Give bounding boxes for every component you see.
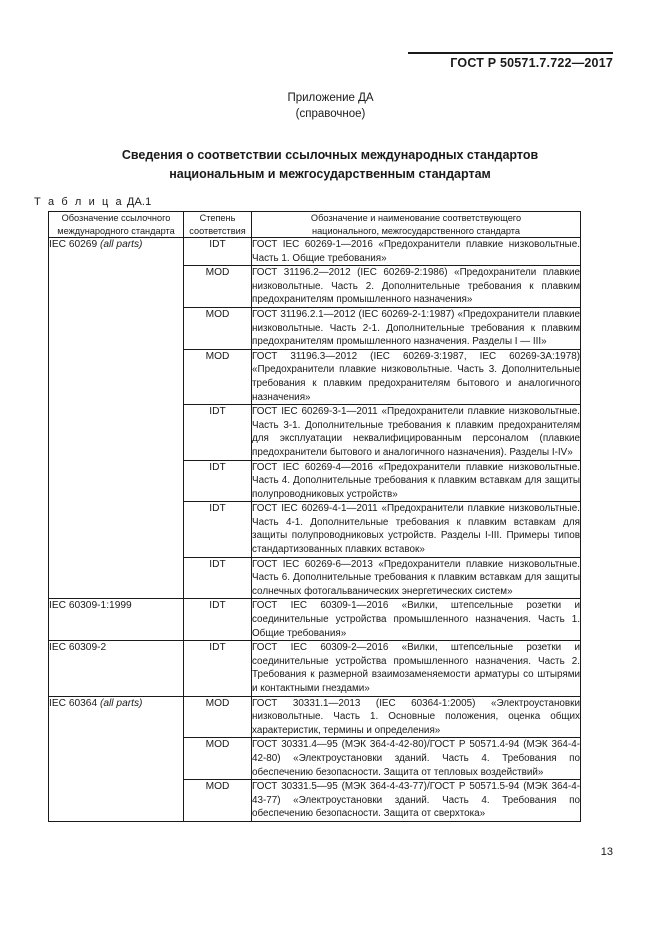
national-standard-text: ГОСТ IEC 60269-3-1—2011 «Предохранители плавкие низковольтные. Часть 3-1. Дополнительные требования к плавким предохранителям для эксплуатации неквалифицированным персоналом (плавкие предохранители бытового и аналогичного назначения). Разделы I-IV» [252,406,580,458]
page-title [60,146,600,184]
cell-national-standard [252,405,581,460]
cell-reference-standard [49,641,184,696]
reference-standard-text: IEC 60309-2 [49,642,107,654]
cell-national-standard [252,266,581,308]
cell-degree-of-correspondence: IDT [184,502,252,557]
cell-degree-of-correspondence: MOD [184,696,252,738]
column-header-national [252,212,581,238]
cell-national-standard [252,557,581,599]
table-row [49,641,581,696]
column-header-reference-line1: Обозначение ссылочного [61,213,171,223]
cell-national-standard [252,641,581,696]
cell-national-standard [252,307,581,349]
page-number: 13 [600,846,613,858]
national-standard-text: ГОСТ 30331.1—2013 (IEC 60364-1:2005) «Электроустановки низковольтные. Часть 1. Основные положения, оценка общих характеристик, термины и определения» [252,697,580,736]
national-standard-text: ГОСТ IEC 60269-4-1—2011 «Предохранители плавкие низковольтные. Часть 4-1. Дополнительные требования к плавким вставкам для защиты полупроводниковых устройств. Разделы I-III. Примеры типов стандартизованных плавких вставок» [252,503,580,556]
cell-degree-of-correspondence: IDT [184,405,252,460]
cell-degree-of-correspondence: MOD [184,780,252,822]
national-standard-text: ГОСТ 31196.3—2012 (IEC 60269-3:1987, IEC 60269-3A:1978) «Предохранители плавкие низковольтные. Часть 3. Дополнительные требования к плавким предохранителям бытового и аналогичного назначения» [252,350,580,403]
reference-standard-qualifier: (all parts) [99,239,143,250]
cell-degree-of-correspondence: IDT [184,599,252,641]
national-standard-text: ГОСТ IEC 60269-6—2013 «Предохранители плавкие низковольтные. Часть 6. Дополнительные требования к плавким вставкам для защиты солнечных фотогальванических энергетических систем» [252,558,580,597]
cell-degree-of-correspondence: MOD [184,738,252,780]
cell-degree-of-correspondence: MOD [184,266,252,308]
national-standard-text: ГОСТ 31196.2—2012 (IEC 60269-2:1986) «Предохранители плавкие низковольтные. Часть 2. Дополнительные требования к плавким предохранителям промышленного назначения» [252,267,580,306]
cell-degree-of-correspondence: MOD [184,307,252,349]
column-header-reference [49,212,184,238]
table-row [49,238,581,266]
cell-reference-standard [49,696,184,821]
reference-standard-text: IEC 60364 [49,697,100,709]
national-standard-text: ГОСТ IEC 60309-1—2016 «Вилки, штепсельные розетки и соединительные устройства промышленного назначения. Часть 1. Общие требования» [252,600,580,639]
annex-subtitle: (справочное) [295,108,366,120]
table-caption-number: ДА.1 [126,196,152,208]
national-standard-text: ГОСТ IEC 60269-1—2016 «Предохранители плавкие низковольтные. Часть 1. Общие требования» [252,239,580,264]
table-row [49,599,581,641]
national-standard-text: ГОСТ IEC 60309-2—2016 «Вилки, штепсельные розетки и соединительные устройства промышленного назначения. Часть 2. Требования к размерной взаимозаменяемости арматуры со штырями и контактными гнездами» [252,642,580,694]
document-standard-id: ГОСТ Р 50571.7.722—2017 [450,56,613,70]
column-header-reference-line2: международного стандарта [57,225,175,236]
cell-reference-standard [49,238,184,599]
table-header-row [49,212,581,238]
cell-degree-of-correspondence: IDT [184,460,252,502]
cell-reference-standard [49,599,184,641]
cell-degree-of-correspondence: MOD [184,349,252,404]
column-header-national-line2: национального, межгосударственного стандарта [312,225,520,236]
column-header-national-line1: Обозначение и наименование соответствующего [310,213,522,223]
cell-national-standard [252,238,581,266]
table-body [49,238,581,822]
annex-heading [0,90,661,122]
table-caption-label: Т а б л и ц а [34,196,124,208]
column-header-degree-line1: Степень [199,213,236,223]
table-row [49,696,581,738]
cell-national-standard [252,780,581,822]
cell-degree-of-correspondence: IDT [184,557,252,599]
cell-degree-of-correspondence: IDT [184,238,252,266]
reference-standard-text: IEC 60269 [49,239,100,250]
correspondence-table [48,211,581,822]
cell-national-standard [252,599,581,641]
page-title-line1: Сведения о соответствии ссылочных международных стандартов [121,148,539,162]
reference-standard-text: IEC 60309-1:1999 [49,600,132,612]
national-standard-text: ГОСТ 30331.5—95 (МЭК 364-4-43-77)/ГОСТ Р 50571.5-94 (МЭК 364-4-43-77) «Электроустановки зданий. Часть 4. Требования по обеспечению безопасности. Защита от сверхтока» [252,781,580,820]
table-caption [34,196,151,208]
national-standard-text: ГОСТ IEC 60269-4—2016 «Предохранители плавкие низковольтные. Часть 4. Дополнительные требования к плавким вставкам для защиты полупроводниковых устройств» [252,461,580,500]
cell-national-standard [252,502,581,557]
cell-national-standard [252,349,581,404]
cell-national-standard [252,738,581,780]
column-header-degree-line2: соответствия [189,225,246,236]
reference-standard-qualifier: (all parts) [99,697,143,709]
header-rule [408,52,613,54]
cell-national-standard [252,696,581,738]
cell-national-standard [252,460,581,502]
annex-title: Приложение ДА [287,92,374,104]
national-standard-text: ГОСТ 30331.4—95 (МЭК 364-4-42-80)/ГОСТ Р 50571.4-94 (МЭК 364-4-42-80) «Электроустановки зданий. Часть 4. Требования по обеспечению безопасности. Защита от тепловых воздействий» [252,739,580,778]
cell-degree-of-correspondence: IDT [184,641,252,696]
national-standard-text: ГОСТ 31196.2.1—2012 (IEC 60269-2-1:1987) «Предохранители плавкие низковольтные. Часть 2-1. Дополнительные требования к плавким предохранителям промышленного назначения. Разделы I — III» [252,308,580,348]
page-title-line2: национальным и межгосударственным стандартам [169,167,491,181]
column-header-degree [184,212,252,238]
